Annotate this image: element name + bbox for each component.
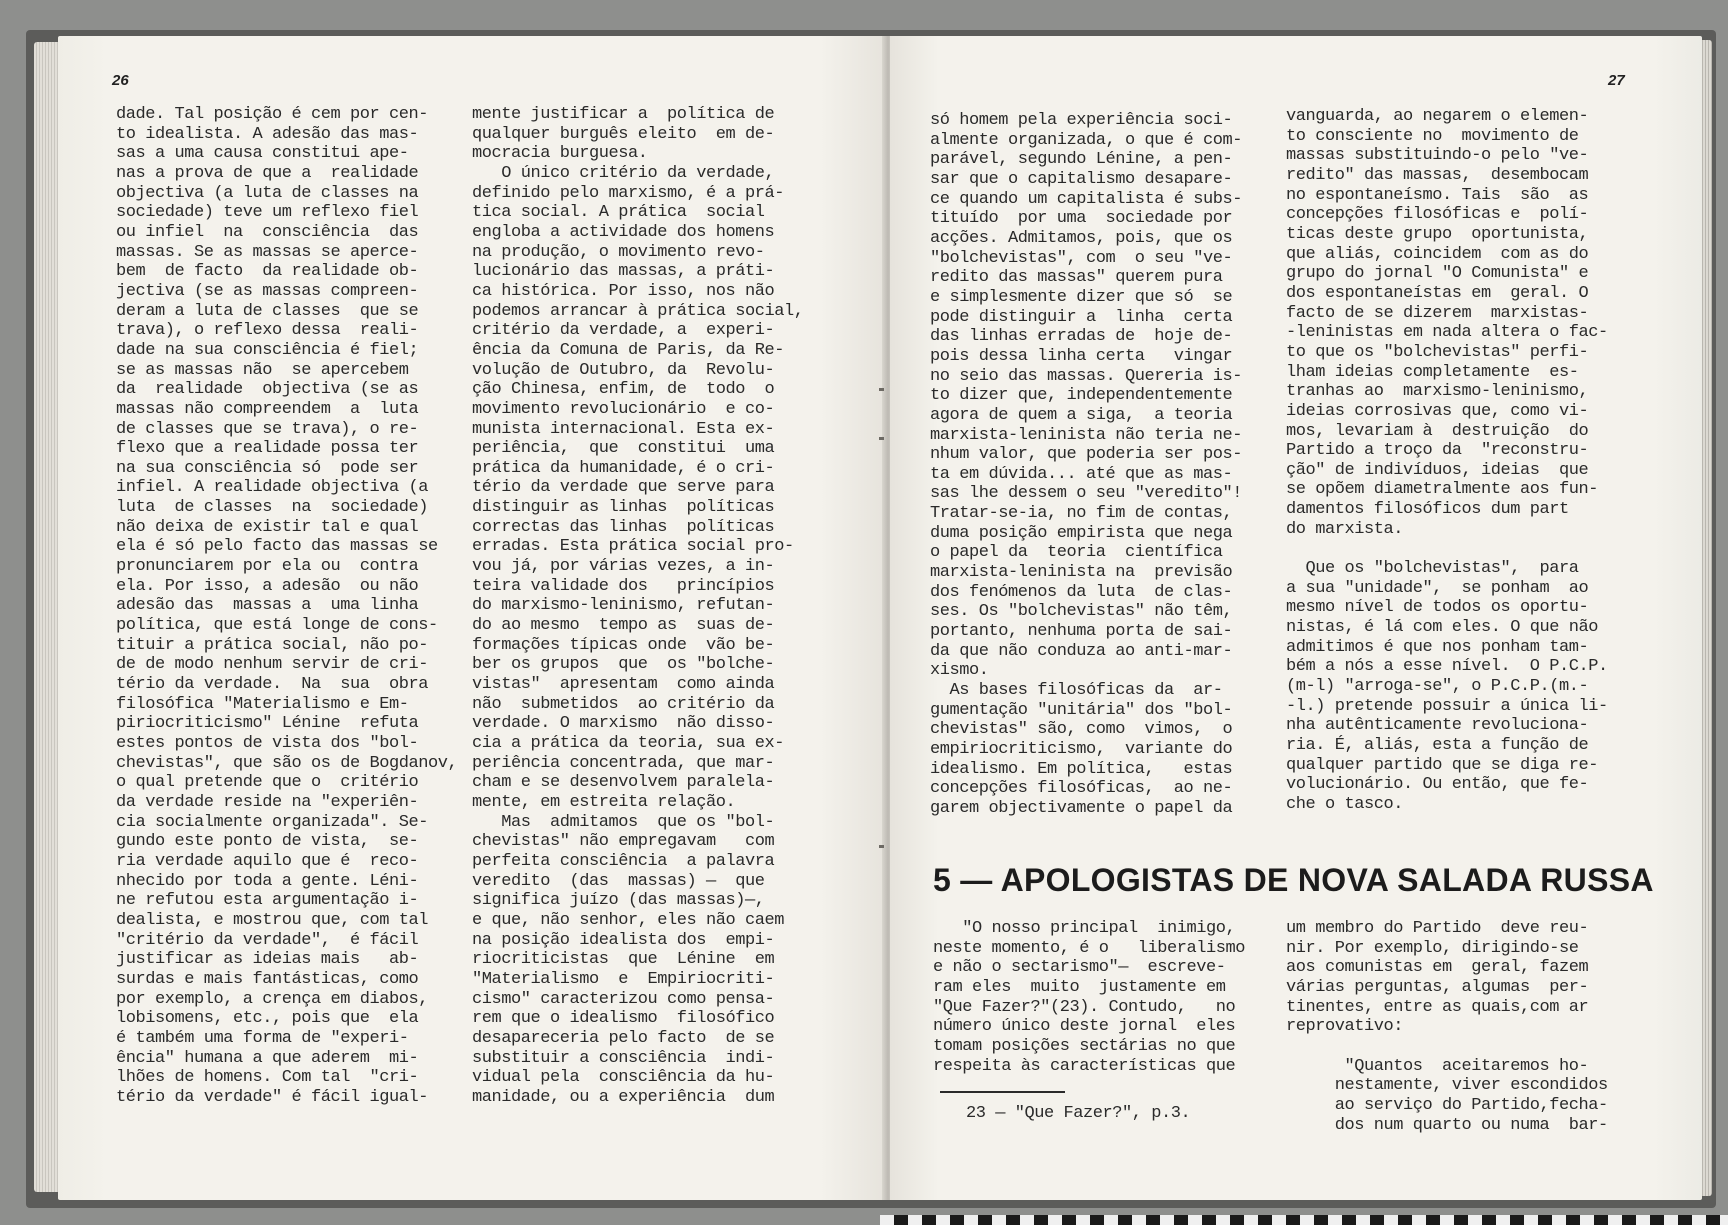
staple-mark [879, 437, 884, 440]
right-page-column-4: um membro do Partido deve reu- nir. Por exemplo, dirigindo-se aos comunistas em geral, fazem várias perguntas, algumas per- tinentes, entre as quais,com ar reprovativo: "Quantos aceitaremos ho- nestamente, viver escondidos ao serviço do Partido,fecha- dos num quarto ou numa bar- [1286, 919, 1608, 1135]
footnote: 23 — "Que Fazer?", p.3. [966, 1104, 1191, 1123]
staple-mark [879, 388, 884, 391]
left-page-column-1: dade. Tal posição é cem por cen- to idealista. A adesão das mas- sas a uma causa constitui ape- nas a prova de que a realidade objectiva (a luta de classes na sociedade) teve um reflexo fiel ou infiel na consciência das massas. Se as massas se aperce- bem de facto da realidade ob- jectiva (se as massas compreen- deram a luta de classes que se trava), o reflexo dessa reali- dade na sua consciência é fiel; se as massas não se apercebem da realidade objectiva (se as massas não compreendem a luta de classes que se trava), o re- flexo que a realidade possa ter na sua consciência só pode ser infiel. A realidade objectiva (a luta de classes na sociedade) não deixa de existir tal e qual ela é só pelo facto das massas se pronunciarem por ela ou contra ela. Por isso, a adesão ou não adesão das massas a uma linha política, que está longe de cons- tituir a prática social, não po- de de modo nenhum servir de cri- tério da verdade. Na sua obra filosófica "Materialismo e Em- piriocriticismo" Lénine refuta estes pontos de vista dos "bol- chevistas", que são os de Bogdanov, o qual pretende que o critério da verdade reside na "experiên- cia socialmente organizada". Se- gundo este ponto de vista, se- ria verdade aquilo que é reco- nhecido por toda a gente. Léni- ne refutou esta argumentação i- dealista, e mostrou que, com tal "critério da verdade", é fácil justificar as ideias mais ab- surdas e mais fantásticas, como por exemplo, a crença em diabos, lobisomens, etc., pois que ela é também uma forma de "experi- ência" humana a que aderem mi- lhões de homens. Com tal "cri- tério da verdade" é fácil igual- [116, 105, 458, 1107]
footnote-rule [940, 1091, 1065, 1093]
right-page-column-1: só homem pela experiência soci- almente organizada, o que é com- parável, segundo Lénine, a pen- sar que o capitalismo desapare- ce quando um capitalista é subs- tituído por uma sociedade por acções. Admitamos, pois, que os "bolchevistas", com o seu "ve- redito das massas" querem pura e simplesmente dizer que só se pode distinguir a linha certa das linhas erradas de hoje de- pois dessa linha certa vingar no seio das massas. Quereria is- to dizer que, independentemente agora de quem a siga, a teoria marxista-leninista não teria ne- nhum valor, que poderia ser pos- ta em dúvida... até que as mas- sas lhe dessem o seu "veredito"! Tratar-se-ia, no fim de contas, duma posição empirista que nega o papel da teoria científica marxista-leninista na previsão dos fenómenos da luta de clas- ses. Os "bolchevistas" não têm, portanto, nenhuma porta de sai- da que não conduza ao anti-mar- xismo. As bases filosóficas da ar- gumentação "unitária" dos "bol- chevistas" são, como vimos, o empiriocriticismo, variante do idealismo. Em política, estas concepções filosóficas, ao ne- garem objectivamente o papel da [930, 111, 1243, 818]
page-edges-left [34, 42, 60, 1192]
left-page [58, 36, 886, 1200]
scale-bar [880, 1215, 1728, 1225]
section-heading: 5 — APOLOGISTAS DE NOVA SALADA RUSSA [933, 862, 1654, 898]
page-number-left: 26 [112, 72, 129, 89]
page-number-right: 27 [1608, 72, 1625, 89]
left-page-column-2: mente justificar a política de qualquer burguês eleito em de- mocracia burguesa. O único critério da verdade, definido pelo marxismo, é a prá- tica social. A prática social engloba a actividade dos homens na produção, o movimento revo- lucionário das massas, a práti- ca histórica. Por isso, nos não podemos arrancar à prática social, critério da verdade, a experi- ência da Comuna de Paris, da Re- volução de Outubro, da Revolu- ção Chinesa, enfim, de todo o movimento revolucionário e co- munista internacional. Esta ex- periência, que constitui uma prática da humanidade, é o cri- tério da verdade que serve para distinguir as linhas políticas correctas das linhas políticas erradas. Esta prática social pro- vou já, por várias vezes, a in- teira validade dos princípios do marxismo-leninismo, refutan- do ao mesmo tempo as suas de- formações típicas onde vão be- ber os grupos que os "bolche- vistas" apresentam como ainda não submetidos ao critério da verdade. O marxismo não disso- cia a prática da teoria, sua ex- periência concentrada, que mar- cham e se desenvolvem paralela- mente, em estreita relação. Mas admitamos que os "bol- chevistas" não empregavam com perfeita consciência a palavra veredito (das massas) — que significa juízo (das massas)—, e que, não senhor, eles não caem na posição idealista dos empi- riocriticistas que Lénine em "Materialismo e Empiriocriti- cismo" caracterizou como pensa- rem que o idealismo filosófico desapareceria pelo facto de se substituir a consciência indi- vidual pela consciência da hu- manidade, ou a experiência dum [472, 105, 804, 1107]
right-page-column-2: vanguarda, ao negarem o elemen- to consciente no movimento de massas substituindo-o pelo "ve- redito" das massas, desembocam no espontaneísmo. Tais são as concepções filosóficas e polí- ticas deste grupo oportunista, que aliás, coincidem com as do grupo do jornal "O Comunista" e dos espontaneístas em geral. O facto de se dizerem marxistas- -leninistas em nada altera o fac- to que os "bolchevistas" perfi- lham ideias completamente es- tranhas ao marxismo-leninismo, ideias corrosivas que, como vi- mos, levariam à destruição do Partido a troço da "reconstru- ção" de indivíduos, ideias que se opõem diametralmente aos fun- damentos filosóficos dum part do marxista. Que os "bolchevistas", para a sua "unidade", se ponham ao mesmo nível de todos os oportu- nistas, é lá com eles. O que não admitimos é que nos ponham tam- bém a nós a esse nível. O P.C.P. (m-l) "arroga-se", o P.C.P.(m.- -l.) pretende possuir a única li- nha autênticamente revoluciona- ria. É, aliás, esta a função de qualquer partido que se diga re- volucionário. Ou então, que fe- che o tasco. [1286, 107, 1608, 814]
right-page-column-3: "O nosso principal inimigo, neste momento, é o liberalismo e não o sectarismo"— escreve- ram eles muito justamente em "Que Fazer?"(23). Contudo, no número único deste jornal eles tomam posições sectárias no que respeita às características que [933, 919, 1246, 1076]
staple-mark [879, 845, 884, 848]
